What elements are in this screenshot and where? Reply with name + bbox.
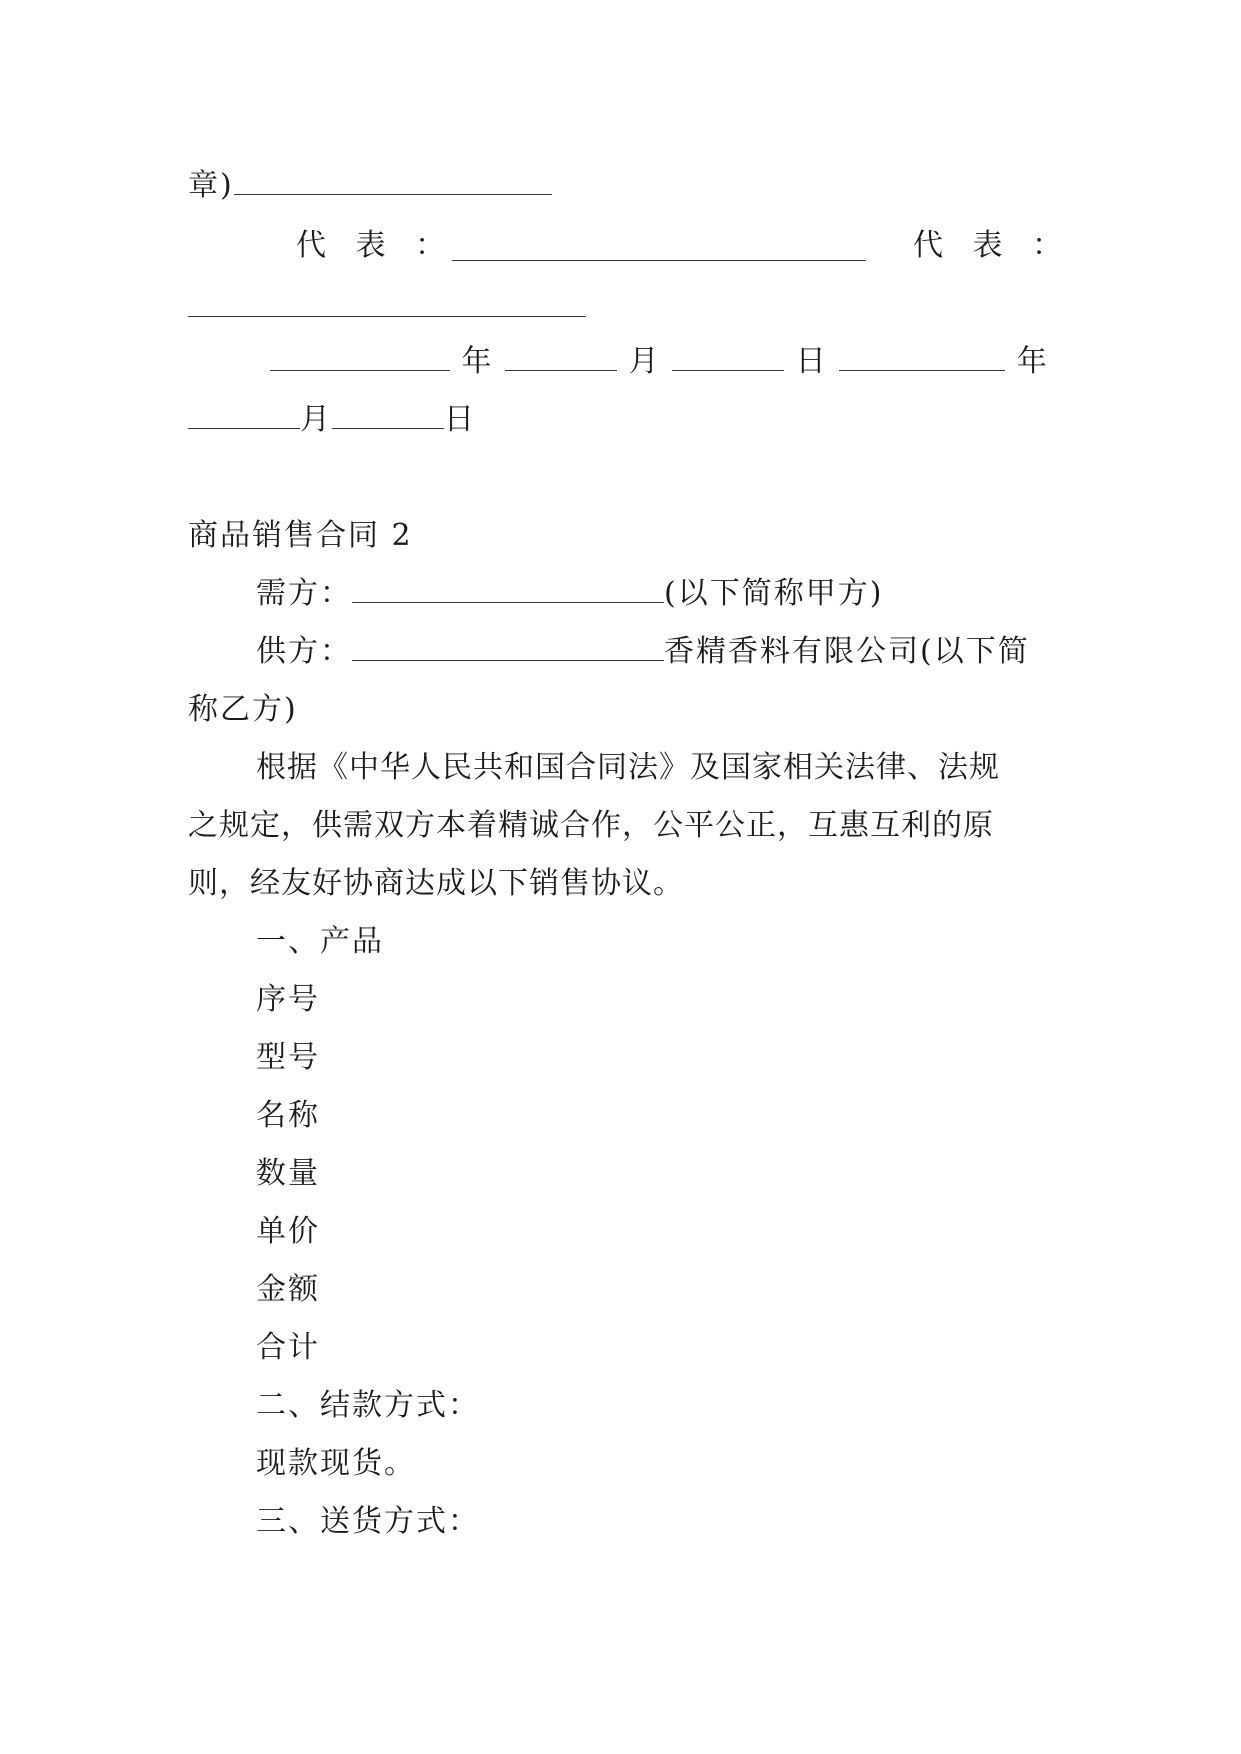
- date-b-month-blank: [188, 402, 300, 429]
- contract-title: 商品销售合同 2: [188, 518, 413, 553]
- table-field-amount: 金额: [256, 1272, 320, 1307]
- table-field-model: 型号: [256, 1040, 320, 1075]
- section-3-title: 三、送货方式：: [256, 1504, 480, 1539]
- date-b-day-blank: [332, 402, 444, 429]
- table-field-total: 合计: [256, 1330, 320, 1365]
- intro-line-2: 之规定，供需双方本着精诚合作，公平公正，互惠互利的原: [188, 808, 994, 843]
- date-a-month-blank: [505, 344, 617, 371]
- date-line-b: [188, 400, 476, 440]
- date-a-day-blank: [672, 344, 784, 371]
- date-b-year-blank: [839, 344, 1005, 371]
- seller-blank: [352, 634, 664, 661]
- date-b-day: 日: [444, 402, 476, 437]
- date-b-month: 月: [300, 402, 332, 437]
- rep-b-label: 代 表 ：: [913, 228, 1073, 263]
- date-b-year: 年: [1016, 344, 1049, 379]
- section-2-body: 现款现货。: [256, 1446, 416, 1481]
- date-a-year: 年: [461, 344, 494, 379]
- section-2-title: 二、结款方式：: [256, 1388, 480, 1423]
- section-1-title: 一、产品: [256, 924, 384, 959]
- intro-line-3: 则，经友好协商达成以下销售协议。: [188, 866, 684, 901]
- table-field-serial: 序号: [256, 982, 320, 1017]
- table-field-unit-price: 单价: [256, 1214, 320, 1249]
- date-a-month: 月: [628, 344, 661, 379]
- date-a-day: 日: [795, 344, 828, 379]
- buyer-label: 需方：: [256, 576, 352, 611]
- seller-line: [256, 632, 1030, 672]
- rep-b-blank: [188, 290, 586, 317]
- date-line-a: [270, 342, 1049, 382]
- seller-suffix: 香精香料有限公司(以下简: [664, 634, 1030, 669]
- table-field-name: 名称: [256, 1098, 320, 1133]
- table-field-quantity: 数量: [256, 1156, 320, 1191]
- buyer-suffix: (以下简称甲方): [664, 576, 884, 611]
- seller-label: 供方：: [256, 634, 352, 669]
- stamp-line: [188, 166, 552, 206]
- buyer-line: [256, 574, 883, 614]
- stamp-tail: 章): [188, 168, 234, 203]
- rep-a-label: 代 表 ：: [296, 228, 456, 263]
- seller-suffix-cont: 称乙方): [188, 692, 298, 727]
- date-a-year-blank: [270, 344, 450, 371]
- rep-a-blank: [452, 234, 866, 261]
- intro-line-1: 根据《中华人民共和国合同法》及国家相关法律、法规: [256, 750, 1000, 785]
- stamp-blank: [234, 168, 552, 195]
- buyer-blank: [352, 576, 664, 603]
